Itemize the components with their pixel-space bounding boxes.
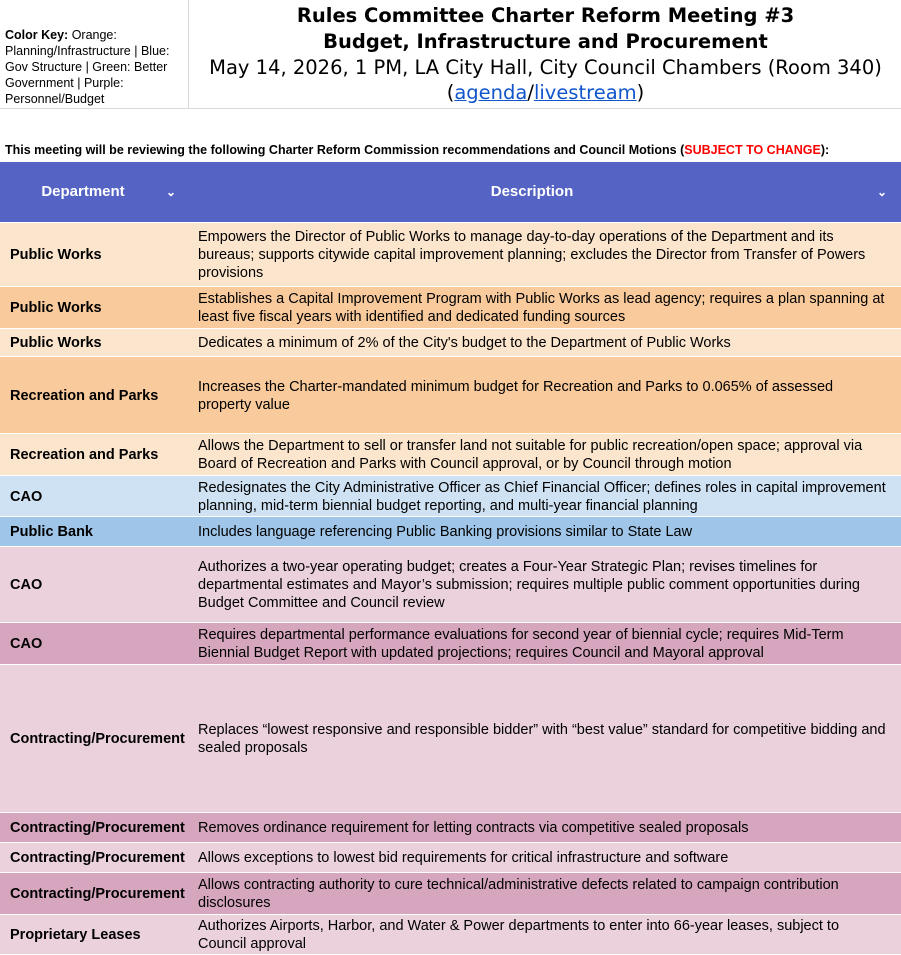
- description-text: Dedicates a minimum of 2% of the City's budget to the Department of Public Works: [198, 335, 731, 351]
- department-cell: [10, 873, 190, 915]
- table-row: [0, 664, 901, 812]
- description-cell: [198, 329, 888, 357]
- description-text: Establishes a Capital Improvement Program with Public Works as lead agency; requires a plan spanning at least five fiscal years with identified and dedicated funding sources: [198, 291, 885, 325]
- table-row: [0, 546, 901, 622]
- description-cell: [198, 665, 888, 813]
- color-key-label: Color Key:: [5, 28, 69, 42]
- department-cell: [10, 547, 190, 623]
- department-text: Public Works: [10, 300, 102, 316]
- description-cell: [198, 813, 888, 843]
- description-cell: [198, 517, 888, 547]
- color-key: [0, 0, 189, 108]
- description-text: Allows exceptions to lowest bid requirements for critical infrastructure and software: [198, 850, 729, 866]
- description-text: Redesignates the City Administrative Officer as Chief Financial Officer; defines roles in capital improvement planning, mid-term biennial budget reporting, and multi-year financial planning: [198, 479, 886, 514]
- department-text: Contracting/Procurement: [10, 820, 185, 836]
- department-text: Recreation and Parks: [10, 387, 159, 404]
- table-row: [0, 914, 901, 954]
- table-row: [0, 433, 901, 475]
- description-cell: [198, 873, 888, 915]
- description-text: Allows the Department to sell or transfer land not suitable for public recreation/open space; approval via Board of Recreation and Parks with Council approval, or by Council through motion: [198, 438, 863, 472]
- description-filter-chevron-icon[interactable]: ⌄: [877, 185, 888, 199]
- department-text: Proprietary Leases: [10, 927, 141, 943]
- notice-end: ):: [820, 143, 830, 157]
- department-cell: [10, 843, 190, 873]
- open-paren: (: [446, 81, 455, 104]
- department-cell: [10, 517, 190, 547]
- subject-to-change-warning: SUBJECT TO CHANGE: [684, 143, 821, 157]
- table-row: [0, 842, 901, 872]
- department-text: Recreation and Parks: [10, 447, 159, 463]
- description-cell: [198, 623, 888, 665]
- description-cell: [198, 915, 888, 955]
- livestream-link[interactable]: livestream: [533, 81, 637, 104]
- description-text: Empowers the Director of Public Works to manage day-to-day operations of the Department and its bureaus; supports citywide capital improvement planning; excludes the Director from Transfer of Powers provisions: [198, 229, 866, 281]
- table-row: [0, 516, 901, 546]
- department-cell: [10, 665, 190, 813]
- description-text: Requires departmental performance evaluations for second year of biennial cycle; requires Mid-Term Biennial Budget Report with updated projections; requires Council and Mayoral approval: [198, 627, 844, 661]
- table-row: [0, 286, 901, 328]
- department-cell: [10, 329, 190, 357]
- description-cell: [198, 547, 888, 623]
- table-row: [0, 222, 901, 286]
- department-cell: [10, 434, 190, 476]
- description-cell: [198, 843, 888, 873]
- department-cell: [10, 357, 190, 434]
- review-notice: [5, 143, 829, 157]
- description-text: Authorizes a two-year operating budget; creates a Four-Year Strategic Plan; revises timelines for departmental estimates and Mayor’s submission; requires multiple public comment opportunities during Budget Committee and Council review: [198, 559, 860, 611]
- description-cell: [198, 287, 888, 329]
- link-separator: /: [527, 81, 534, 104]
- description-cell: [198, 434, 888, 476]
- meeting-date-location: May 14, 2026, 1 PM, LA City Hall, City Council Chambers (Room 340): [209, 56, 882, 79]
- close-paren: ): [636, 81, 645, 104]
- department-text: Public Works: [10, 247, 102, 263]
- table-row: [0, 356, 901, 433]
- table-row: [0, 475, 901, 516]
- department-text: CAO: [10, 577, 43, 593]
- department-text: Public Works: [10, 335, 102, 351]
- department-text: Contracting/Procurement: [10, 731, 185, 747]
- department-text: CAO: [10, 636, 43, 652]
- description-text: Increases the Charter-mandated minimum budget for Recreation and Parks to 0.065% of assessed property value: [198, 378, 834, 413]
- department-cell: [10, 476, 190, 517]
- description-text: Authorizes Airports, Harbor, and Water & Power departments to enter into 66-year leases, subject to Council approval: [198, 918, 840, 952]
- department-text: Contracting/Procurement: [10, 850, 185, 866]
- agenda-link[interactable]: agenda: [454, 81, 528, 104]
- color-key-text: Orange: Planning/Infrastructure | Blue: Gov Structure | Green: Better Government | Purple: Personnel/Budget: [5, 28, 170, 106]
- department-cell: [10, 287, 190, 329]
- department-text: CAO: [10, 488, 43, 505]
- department-cell: [10, 223, 190, 287]
- table-row: [0, 622, 901, 664]
- meeting-title: Rules Committee Charter Reform Meeting #3: [296, 4, 795, 27]
- department-cell: [10, 813, 190, 843]
- department-text: Contracting/Procurement: [10, 886, 185, 902]
- description-text: Removes ordinance requirement for letting contracts via competitive sealed proposals: [198, 820, 749, 836]
- meeting-links: [190, 81, 901, 105]
- description-cell: [198, 223, 888, 287]
- department-cell: [10, 623, 190, 665]
- department-filter-chevron-icon[interactable]: ⌄: [166, 185, 177, 199]
- meeting-header: [0, 0, 901, 109]
- description-header[interactable]: Description: [490, 183, 574, 200]
- notice-text: This meeting will be reviewing the following Charter Reform Commission recommendations and Council Motions (: [5, 143, 685, 157]
- description-text: Replaces “lowest responsive and responsible bidder” with “best value” standard for competitive bidding and sealed proposals: [198, 722, 886, 756]
- table-row: [0, 328, 901, 356]
- table-row: [0, 872, 901, 914]
- table-header: [0, 162, 901, 222]
- description-cell: [198, 476, 888, 517]
- department-cell: [10, 915, 190, 955]
- description-text: Includes language referencing Public Banking provisions similar to State Law: [198, 524, 693, 540]
- title-block: [190, 0, 901, 108]
- department-header[interactable]: Department: [41, 183, 125, 200]
- meeting-subtitle: Budget, Infrastructure and Procurement: [323, 30, 768, 53]
- description-text: Allows contracting authority to cure technical/administrative defects related to campaign contribution disclosures: [198, 877, 839, 911]
- description-cell: [198, 357, 888, 434]
- department-text: Public Bank: [10, 524, 93, 540]
- table-row: [0, 812, 901, 842]
